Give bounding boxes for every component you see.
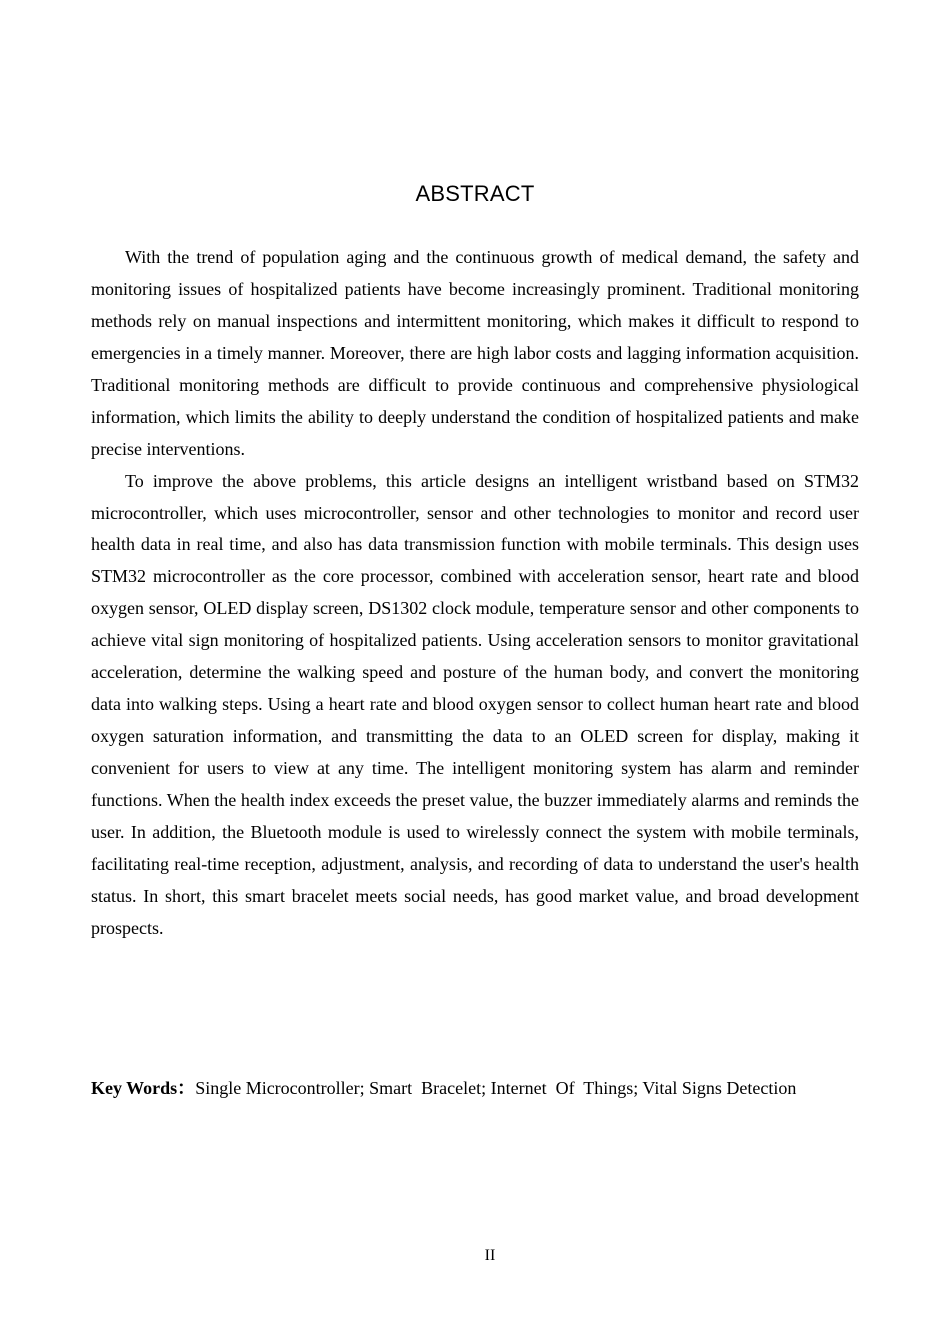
abstract-body xyxy=(91,242,859,945)
page-title: ABSTRACT xyxy=(415,181,535,206)
keywords-text: Single Microcontroller; Smart Bracelet; Internet Of Things; Vital Signs Detection xyxy=(195,1078,797,1098)
keywords-label: Key Words： xyxy=(91,1078,196,1098)
abstract-paragraph-1: With the trend of population aging and the continuous growth of medical demand, the safety and monitoring issues of hospitalized patients have become increasingly prominent. Traditional monitoring methods rely on manual inspections and intermittent monitoring, which makes it difficult to respond to emergencies in a timely manner. Moreover, there are high labor costs and lagging information acquisition. Traditional monitoring methods are difficult to provide continuous and comprehensive physiological information, which limits the ability to deeply understand the condition of hospitalized patients and make precise interventions. xyxy=(91,247,859,459)
abstract-paragraph-2: To improve the above problems, this article designs an intelligent wristband based on STM32 microcontroller, which uses microcontroller, sensor and other technologies to monitor and record user health data in real time, and also has data transmission function with mobile terminals. This design uses STM32 microcontroller as the core processor, combined with acceleration sensor, heart rate and blood oxygen sensor, OLED display screen, DS1302 clock module, temperature sensor and other components to achieve vital sign monitoring of hospitalized patients. Using acceleration sensors to monitor gravitational acceleration, determine the walking speed and posture of the human body, and convert the monitoring data into walking steps. Using a heart rate and blood oxygen sensor to collect human heart rate and blood oxygen saturation information, and transmitting the data to an OLED screen for display, making it convenient for users to view at any time. The intelligent monitoring system has alarm and reminder functions. When the health index exceeds the preset value, the buzzer immediately alarms and reminds the user. In addition, the Bluetooth module is used to wirelessly connect the system with mobile terminals, facilitating real-time reception, adjustment, analysis, and recording of data to understand the user's health status. In short, this smart bracelet meets social needs, has good market value, and broad development prospects. xyxy=(91,470,859,938)
keywords-line xyxy=(91,1073,891,1103)
page-number: II xyxy=(484,1247,496,1264)
